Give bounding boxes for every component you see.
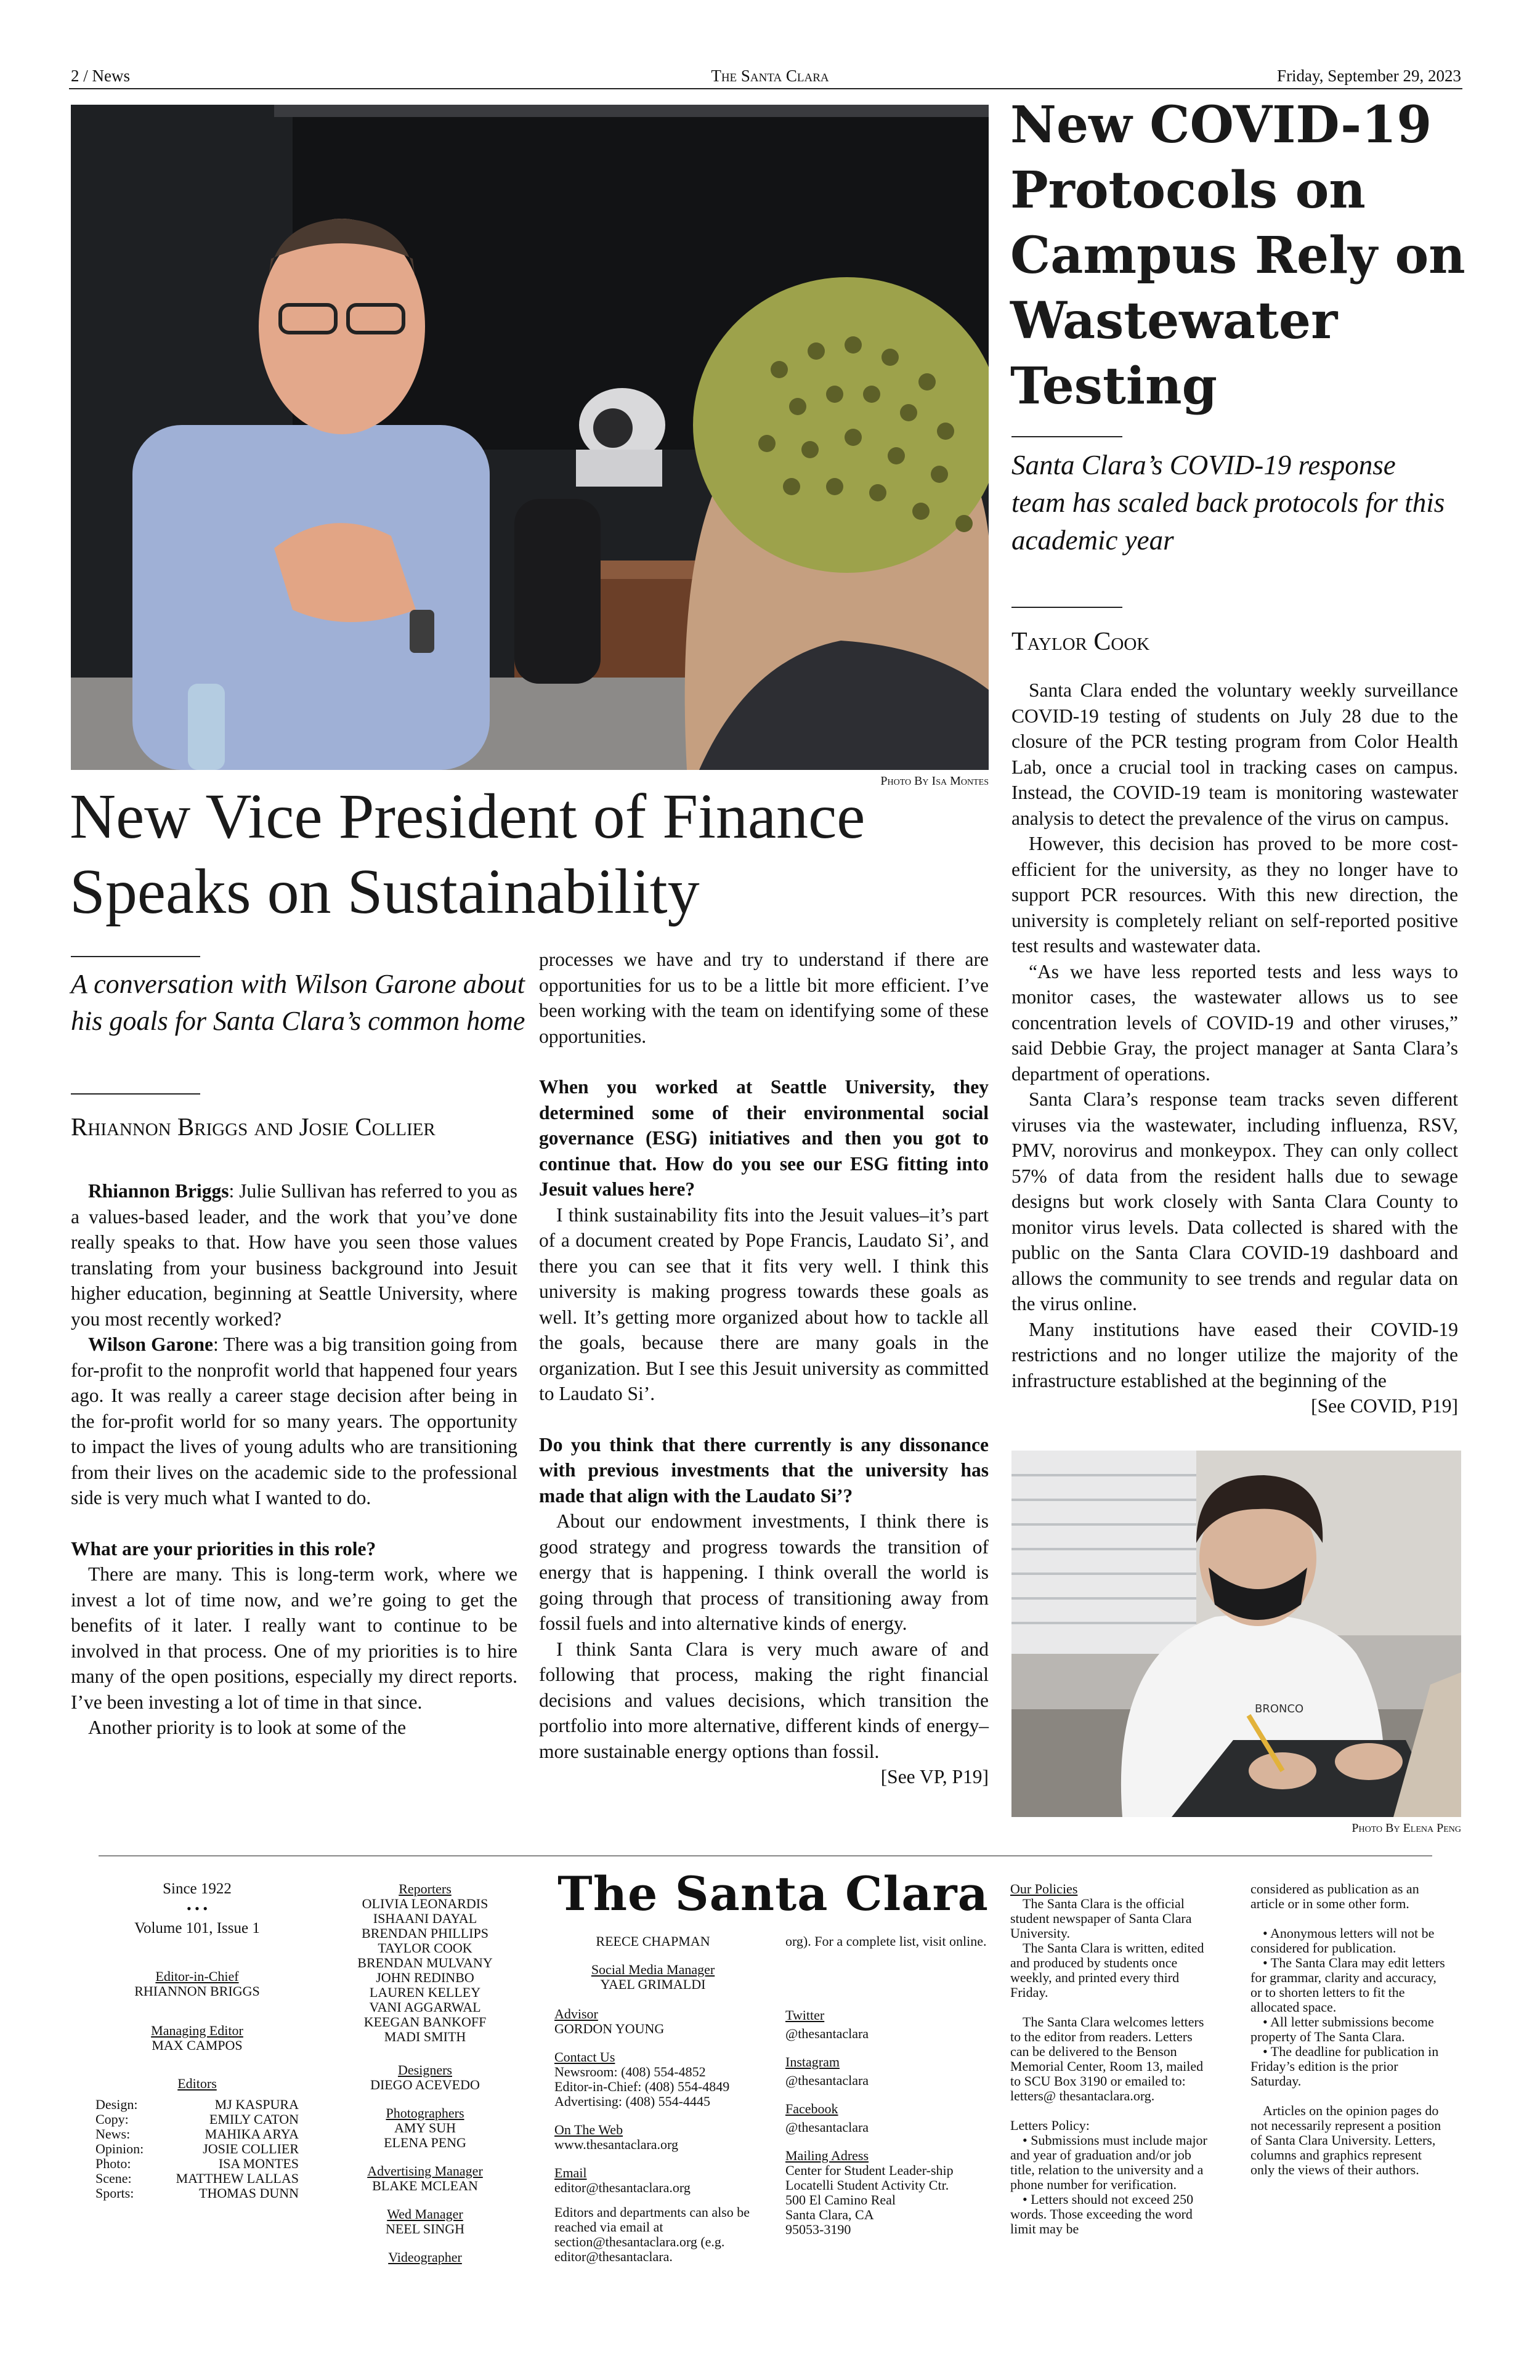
policies-label: Our Policies bbox=[1010, 1881, 1078, 1896]
web-manager-label: Wed Manager bbox=[387, 2206, 463, 2222]
contact-line: Editor-in-Chief: (408) 554-4849 bbox=[554, 2079, 730, 2094]
twitter-handle[interactable]: @thesantaclara bbox=[785, 2026, 869, 2041]
contact-line: Advertising: (408) 554-4445 bbox=[554, 2094, 710, 2109]
email-note: Editors and departments can also be reached via email at section@thesantaclara.org (e.g. editor@thesantaclara. bbox=[554, 2204, 750, 2264]
mailing-line: Center for Student Leader-ship bbox=[785, 2163, 954, 2178]
paragraph-text: : Julie Sullivan has referred to you as a values-based leader, and the work that you’ve done really speaks to that. How have you seen those values translating from your business background into Jesuit higher education, beginning at Seattle University, where you most recently worked? bbox=[71, 1180, 518, 1330]
mailing-line: Santa Clara, CA bbox=[785, 2207, 874, 2222]
covid-jump-link[interactable]: [See COVID, P19] bbox=[1311, 1395, 1458, 1417]
deck-rule-top bbox=[71, 956, 200, 957]
vp-interview-photo bbox=[71, 105, 989, 770]
photographer-name: AMY SUH bbox=[394, 2120, 456, 2135]
eic-name: RHIANNON BRIGGS bbox=[134, 1983, 260, 1999]
editor-name: MAHIKA ARYA bbox=[205, 2126, 299, 2142]
letters-policy-label: Letters Policy: bbox=[1010, 2118, 1090, 2133]
reporter-name: LAUREN KELLEY bbox=[369, 1985, 481, 2000]
reporter-name: JOHN REDINBO bbox=[376, 1970, 474, 1985]
facebook-handle[interactable]: @thesantaclara bbox=[785, 2119, 869, 2135]
vp-paragraph: About our endowment investments, I think there is good strategy and progress towards the transition of energy that is happening. I think overall the world is going through that process of transitioning away from fossil fuels and into alternative kinds of energy. bbox=[539, 1510, 989, 1634]
eic-label: Editor-in-Chief bbox=[155, 1969, 239, 1984]
covid-deck-rule-top bbox=[1011, 436, 1122, 437]
facebook-label: Facebook bbox=[785, 2101, 838, 2116]
managing-editor-name: MAX CAMPOS bbox=[152, 2038, 243, 2053]
email-label: Email bbox=[554, 2165, 587, 2180]
vp-column-2 bbox=[539, 947, 989, 1790]
designer-name: DIEGO ACEVEDO bbox=[370, 2077, 480, 2092]
interview-question: What are your priorities in this role? bbox=[71, 1537, 376, 1560]
email-note-cont: org). For a complete list, visit online. bbox=[785, 1933, 987, 1949]
masthead-col-6 bbox=[1250, 1882, 1448, 2177]
web-label: On The Web bbox=[554, 2122, 623, 2137]
contact-line: Newsroom: (408) 554-4852 bbox=[554, 2064, 706, 2079]
vp-jump-link[interactable]: [See VP, P19] bbox=[880, 1766, 989, 1787]
photographer-name: ELENA PENG bbox=[384, 2135, 466, 2150]
mailing-line: Locatelli Student Activity Ctr. bbox=[785, 2177, 949, 2193]
advertising-name: BLAKE MCLEAN bbox=[372, 2178, 478, 2193]
vp-paragraph bbox=[71, 1332, 517, 1511]
reporter-name: KEEGAN BANKOFF bbox=[363, 2014, 487, 2030]
covid-photo-credit: Photo By Elena Peng bbox=[1352, 1821, 1461, 1835]
reporters-label: Reporters bbox=[399, 1881, 452, 1896]
editor-role: Design: bbox=[95, 2097, 138, 2112]
social-media-label: Social Media Manager bbox=[591, 1962, 715, 1977]
contact-label: Contact Us bbox=[554, 2049, 615, 2065]
web-manager-name: NEEL SINGH bbox=[385, 2221, 465, 2236]
interview-question: Do you think that there currently is any dissonance with previous investments that the university has made that align with the Laudato Si’? bbox=[539, 1433, 989, 1507]
editor-name: THOMAS DUNN bbox=[199, 2185, 299, 2201]
policy-text: Articles on the opinion pages do not necessarily represent a position of Santa Clara University. Letters, columns and graphics represent only the views of their authors. bbox=[1250, 2103, 1441, 2177]
social-media-name: YAEL GRIMALDI bbox=[600, 1977, 706, 1992]
email-address[interactable]: editor@thesantaclara.org bbox=[554, 2180, 691, 2195]
header-rule bbox=[69, 88, 1462, 89]
advisor-name: GORDON YOUNG bbox=[554, 2021, 665, 2036]
masthead-col-5 bbox=[1010, 1882, 1207, 2236]
editor-name: MJ KASPURA bbox=[214, 2097, 299, 2112]
policy-bullet: • The Santa Clara may edit letters for grammar, clarity and accuracy, or to shorten letters to fit the allocated space. bbox=[1250, 1955, 1445, 2015]
designers-label: Designers bbox=[398, 2062, 452, 2078]
editor-name: EMILY CATON bbox=[209, 2111, 299, 2127]
instagram-label: Instagram bbox=[785, 2054, 840, 2070]
editor-role: Sports: bbox=[95, 2185, 134, 2201]
covid-column bbox=[1011, 678, 1458, 1419]
editor-role: Photo: bbox=[95, 2156, 131, 2171]
policy-bullet: • Anonymous letters will not be considered for publication. bbox=[1250, 1925, 1435, 1956]
mailing-line: 95053-3190 bbox=[785, 2222, 851, 2237]
vp-paragraph bbox=[71, 1178, 517, 1332]
policy-bullet: • The deadline for publication in Friday’s edition is the prior Saturday. bbox=[1250, 2044, 1439, 2089]
reporter-name: BRENDAN MULVANY bbox=[357, 1955, 493, 1970]
twitter-label: Twitter bbox=[785, 2007, 825, 2023]
editor-name: JOSIE COLLIER bbox=[203, 2141, 299, 2156]
vp-paragraph: Another priority is to look at some of the bbox=[88, 1717, 407, 1738]
vp-paragraph: processes we have and try to understand if there are opportunities for us to be a little bit more efficient. I’ve been working with the team on identifying some of these opportunities. bbox=[539, 949, 989, 1047]
vp-deck: A conversation with Wilson Garone about his goals for Santa Clara’s common home bbox=[71, 969, 525, 1036]
editor-role: News: bbox=[95, 2126, 131, 2142]
advertising-label: Advertising Manager bbox=[367, 2163, 483, 2179]
reporter-name: ISHAANI DAYAL bbox=[373, 1911, 477, 1926]
vp-byline: Rhiannon Briggs and Josie Collier bbox=[71, 1112, 436, 1141]
covid-byline: Taylor Cook bbox=[1011, 628, 1150, 656]
editor-role: Copy: bbox=[95, 2111, 129, 2127]
covid-paragraph: Santa Clara’s response team tracks seven different viruses via the wastewater, including influenza, RSV, PMV, norovirus and monkeypox. They can only collect 57% of data from the resident halls due to sewage designs but work closely with Santa Clara County to monitor virus levels. Data collected is shared with the public on the Santa Clara COVID-19 dashboard and allows the community to see trends and regular data on the virus online. bbox=[1011, 1088, 1458, 1314]
interview-question: When you worked at Seattle University, they determined some of their environmental social governance (ESG) initiatives and then you got to continue that. How do you see our ESG fitting into Jesuit values here? bbox=[539, 1076, 989, 1200]
masthead-col-3 bbox=[554, 1934, 752, 2264]
policy-text: considered as publication as an article or in some other form. bbox=[1250, 1881, 1419, 1911]
editor-name: ISA MONTES bbox=[218, 2156, 299, 2171]
nameplate-logo: The Santa Clara bbox=[557, 1866, 989, 1921]
staff-name: REECE CHAPMAN bbox=[596, 1933, 710, 1949]
covid-student-photo bbox=[1011, 1451, 1461, 1817]
paper-name-header: The Santa Clara bbox=[711, 67, 829, 85]
volume-issue: Volume 101, Issue 1 bbox=[134, 1920, 260, 1937]
paragraph-text: : There was a big transition going from for-profit to the nonprofit world that happened four years ago. It was really a career stage decision after being in the for-profit world for so many years. The opportunity to impact the lives of young adults who are transitioning from their lives on the academic side to the professional side is very much what I wanted to do. bbox=[71, 1334, 517, 1508]
vp-photo-credit: Photo By Isa Montes bbox=[880, 774, 989, 788]
policy-bullet: • All letter submissions become property of The Santa Clara. bbox=[1250, 2014, 1434, 2044]
masthead-col-2 bbox=[342, 1882, 508, 2265]
covid-paragraph: However, this decision has proved to be more cost-efficient for the university, as they no longer have to support PCR resources. With this new direction, the university is completely reliant on self-reported positive test results and wastewater data. bbox=[1011, 833, 1458, 957]
vp-paragraph: There are many. This is long-term work, where we invest a lot of time now, and we’re going to get the benefits of it later. I really want to continue to be involved in that process. One of my priorities is to hire many of the open positions, especially my direct reports. I’ve been investing a lot of time in that since. bbox=[71, 1563, 517, 1713]
mailing-line: 500 El Camino Real bbox=[785, 2192, 896, 2208]
reporter-name: OLIVIA LEONARDIS bbox=[362, 1896, 488, 1911]
editor-role: Opinion: bbox=[95, 2141, 144, 2156]
issue-date: Friday, September 29, 2023 bbox=[1277, 67, 1461, 85]
reporter-name: TAYLOR COOK bbox=[378, 1940, 472, 1956]
svg-text:BRONCO: BRONCO bbox=[1255, 1702, 1304, 1715]
policy-text: The Santa Clara is the official student newspaper of Santa Clara University. bbox=[1010, 1896, 1192, 1941]
editor-role: Scene: bbox=[95, 2171, 132, 2186]
covid-deck-rule-bottom bbox=[1011, 607, 1122, 608]
editors-list bbox=[95, 2097, 299, 2201]
policy-bullet: • Letters should not exceed 250 words. Those exceeding the word limit may be bbox=[1010, 2192, 1194, 2236]
speaker-name: Wilson Garone bbox=[88, 1334, 214, 1355]
vp-headline: New Vice President of Finance Speaks on Sustainability bbox=[70, 781, 865, 927]
covid-paragraph: Many institutions have eased their COVID-19 restrictions and no longer utilize the majority of the infrastructure established at the beginning of the bbox=[1011, 1318, 1458, 1391]
deck-rule-bottom bbox=[71, 1093, 200, 1095]
speaker-name: Rhiannon Briggs bbox=[88, 1180, 229, 1202]
covid-paragraph: “As we have less reported tests and less ways to monitor cases, the wastewater allows us to see concentration levels of COVID-19 and other viruses,” said Debbie Gray, the project manager at Santa Clara’s department of operations. bbox=[1011, 960, 1458, 1085]
policy-text: The Santa Clara welcomes letters to the editor from readers. Letters can be delivered to the Benson Memorial Center, Room 13, mailed to SCU Box 3190 or emailed to: letters@ thesantaclara.org. bbox=[1010, 2014, 1204, 2103]
vp-paragraph: I think Santa Clara is very much aware of and following that process, making the right financial decisions and values decisions, which transition the portfolio into more alternative, different kinds of energy–more sustainable energy options than fossil. bbox=[539, 1638, 989, 1762]
mailing-label: Mailing Adress bbox=[785, 2148, 869, 2163]
reporter-name: MADI SMITH bbox=[384, 2029, 466, 2044]
covid-deck: Santa Clara’s COVID-19 response team has scaled back protocols for this academic year bbox=[1011, 450, 1445, 556]
vp-paragraph: I think sustainability fits into the Jesuit values–it’s part of a document created by Pope Francis, Laudato Si’, and there you can see that it fits very well. I think this university is making progress towards these goals as well. It’s getting more organized about how to tackle all the goals, because there are many goals in the organization. But I see this Jesuit university as committed to Laudato Si’. bbox=[539, 1204, 989, 1404]
covid-paragraph: Santa Clara ended the voluntary weekly surveillance COVID-19 testing of students on July 28 due to the closure of the PCR testing program from Color Health Lab, once a crucial tool in tracking cases on campus. Instead, the COVID-19 team is monitoring wastewater analysis to detect the prevalence of the virus on campus. bbox=[1011, 679, 1458, 829]
reporter-name: BRENDAN PHILLIPS bbox=[362, 1925, 488, 1941]
policy-text: The Santa Clara is written, edited and produced by students once weekly, and printed every third Friday. bbox=[1010, 1940, 1204, 2000]
masthead-col-4 bbox=[785, 1934, 989, 2237]
masthead-divider bbox=[99, 1855, 1432, 1856]
covid-headline: New COVID-19 Protocols on Campus Rely on Wastewater Testing bbox=[1010, 95, 1465, 416]
vp-column-1 bbox=[71, 1178, 517, 1741]
managing-editor-label: Managing Editor bbox=[151, 2023, 243, 2038]
policy-bullet: • Submissions must include major and year of graduation and/or job title, relation to the university and a phone number for verification. bbox=[1010, 2132, 1207, 2192]
dot-divider: • • • bbox=[186, 1901, 208, 1916]
reporter-name: VANI AGGARWAL bbox=[369, 1999, 481, 2015]
videographer-label: Videographer bbox=[388, 2249, 462, 2265]
instagram-handle[interactable]: @thesantaclara bbox=[785, 2073, 869, 2088]
photographers-label: Photographers bbox=[386, 2105, 464, 2121]
advisor-label: Advisor bbox=[554, 2006, 598, 2022]
website[interactable]: www.thesantaclara.org bbox=[554, 2137, 678, 2152]
since-line: Since 1922 bbox=[163, 1880, 232, 1897]
editors-label: Editors bbox=[177, 2076, 217, 2091]
masthead-col-1 bbox=[95, 1882, 299, 2201]
editor-name: MATTHEW LALLAS bbox=[176, 2171, 299, 2186]
page-section: 2 / News bbox=[71, 67, 130, 85]
